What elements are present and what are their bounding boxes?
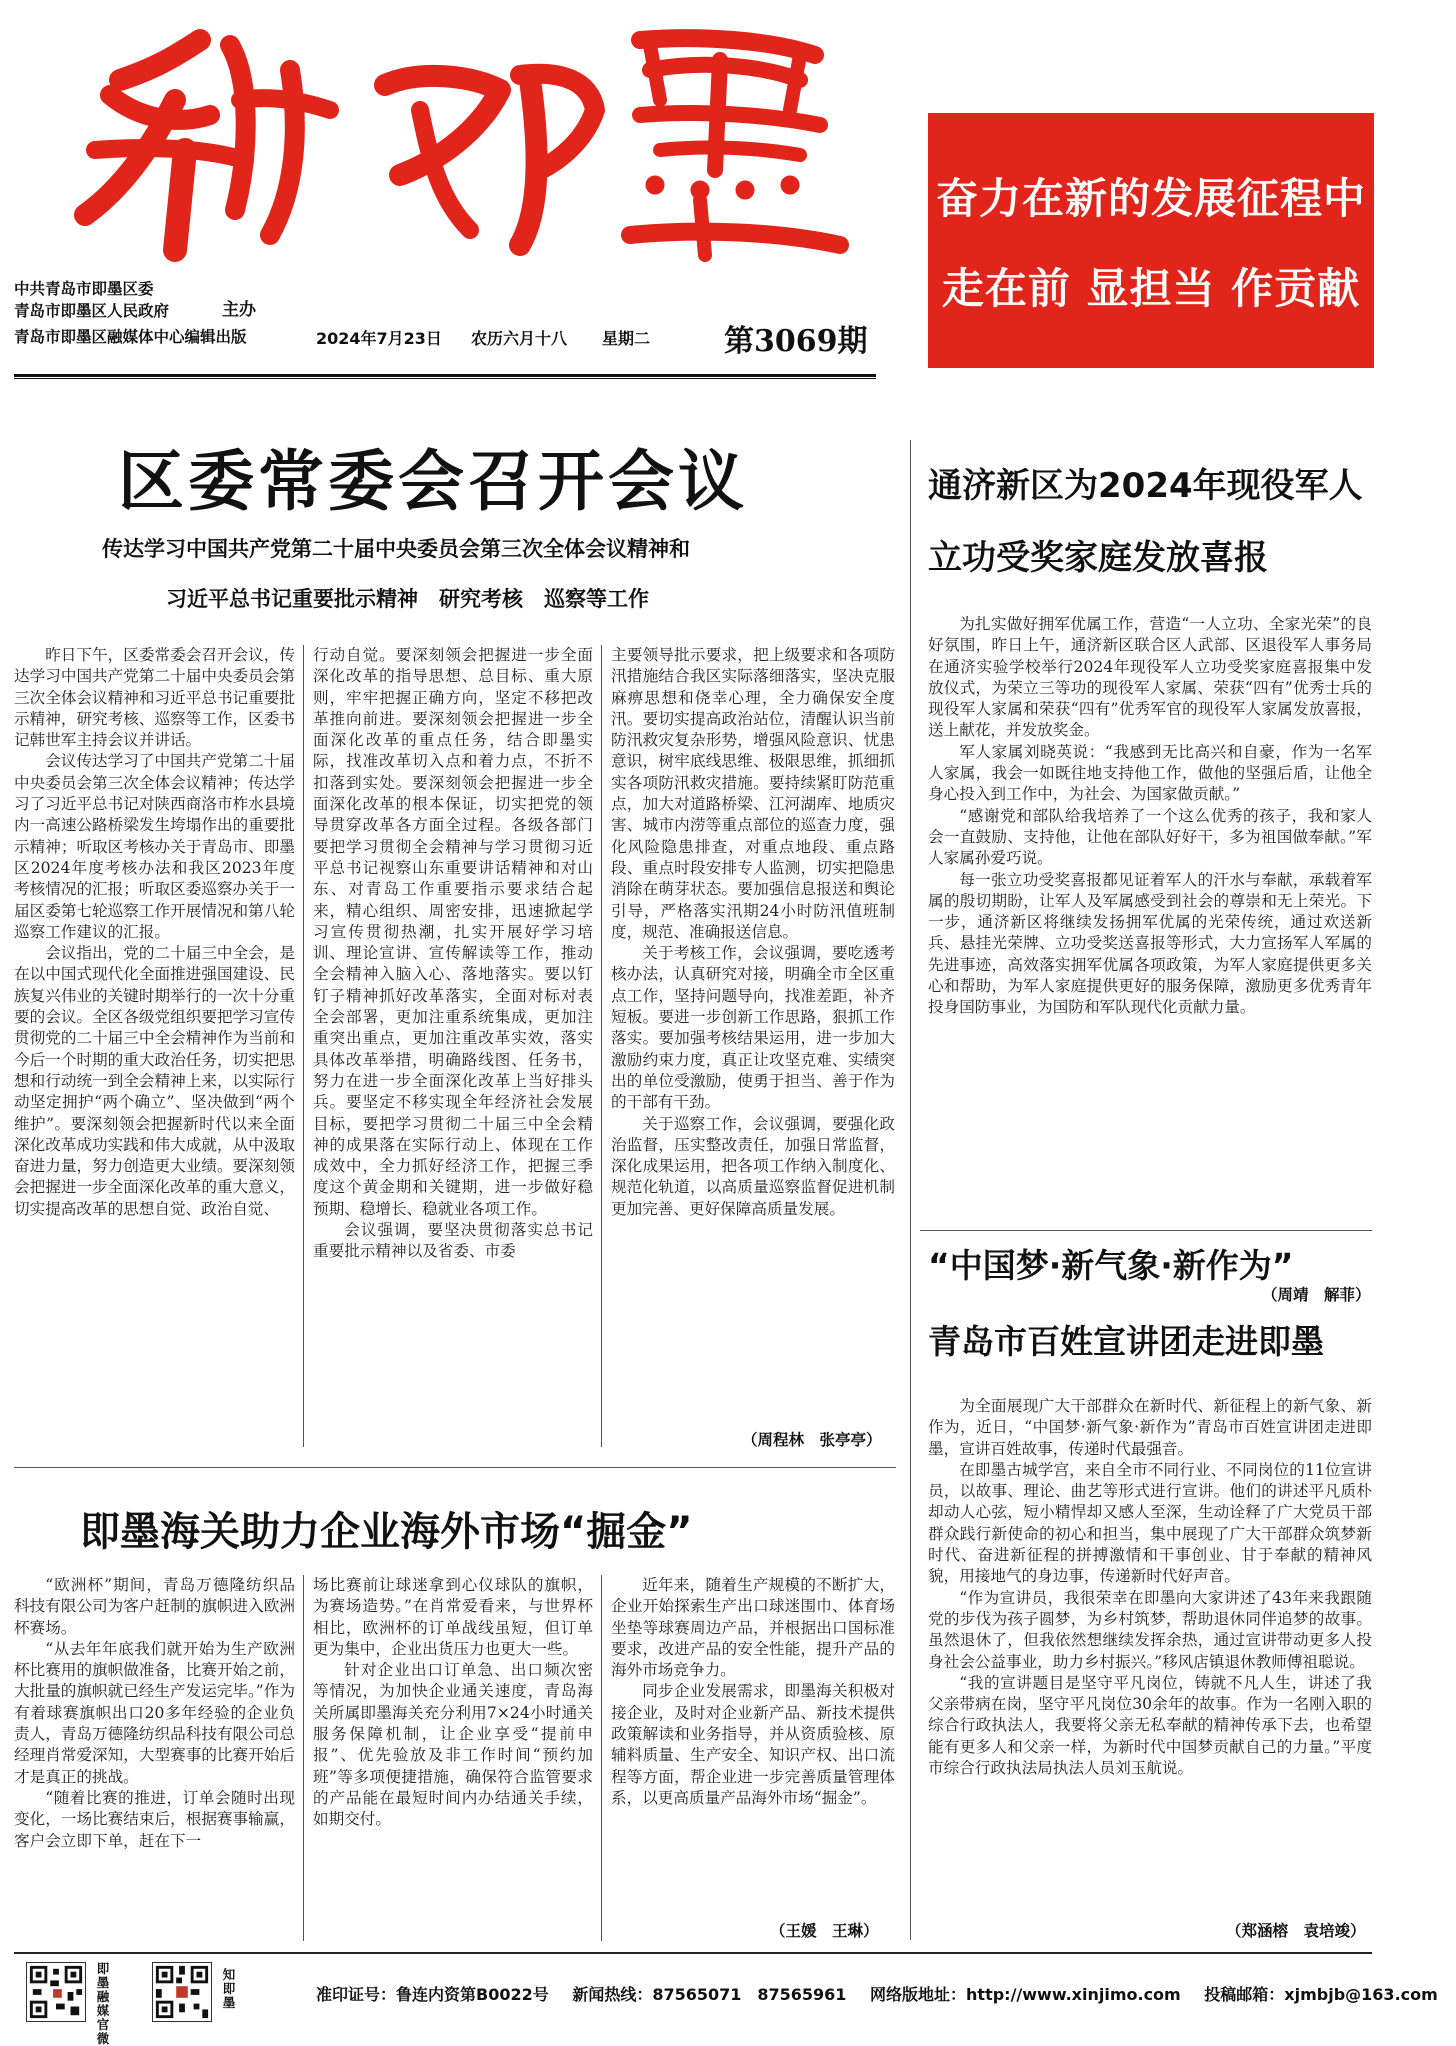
qr-code-icon[interactable]	[26, 1962, 86, 2022]
section-divider	[14, 1467, 896, 1468]
host-label: 主办	[222, 300, 256, 320]
dream-byline: （郑涵榕 袁培竣）	[1226, 1922, 1366, 1940]
submission-email[interactable]: 投稿邮箱：xjmbjb@163.com	[1204, 1985, 1438, 2004]
lead-column-3	[611, 645, 895, 1435]
paragraph: 关于考核工作，会议强调，要吃透考核办法，认真研究对接，明确全市全区重点工作，坚持问题导向，找准差距，补齐短板。要进一步创新工作思路，狠抓工作落实。要加强考核结果运用，进一步加大激励约束力度，真正让攻坚克难、实绩突出的单位受激励，使勇于担当、善于作为的干部有干劲。	[611, 944, 895, 1112]
news-hotline: 新闻热线：87565071 87565961	[572, 1985, 847, 2004]
license-number: 准印证号：鲁连内资第B0022号	[316, 1985, 549, 2004]
weekday: 星期二	[602, 329, 651, 348]
army-headline-1: 通济新区为2024年现役军人	[928, 466, 1363, 506]
paragraph: 关于巡察工作，会议强调，要强化政治监督，压实整改责任，加强日常监督，深化成果运用，把各项工作纳入制度化、规范化轨道，以高质量巡察监督促进机制更加完善、更好保障高质量发展。	[611, 1114, 895, 1218]
qr-label-2: 知即墨	[222, 1967, 236, 2010]
paragraph: 行动自觉。要深刻领会把握进一步全面深化改革的指导思想、总目标、重大原则，牢牢把握正确方向，坚定不移把改革推向前进。要深刻领会把握进一步全面深化改革的重点任务，结合即墨实际，找准改革切入点和着力点，不折不扣落到实处。要深刻领会把握进一步全面深化改革的根本保证，切实把党的领导贯穿改革各方面全过程。各级各部门要把学习贯彻全会精神与学习贯彻习近平总书记视察山东重要讲话精神和对山东、对青岛工作重要指示要求结合起来，精心组织、周密安排，迅速掀起学习宣传贯彻热潮，扎实开展好学习培训、理论宣讲、宣传解读等工作，推动全会精神入脑入心、落地落实。要以钉钉子精神抓好改革落实，全面对标对表全会部署，更加注重系统集成，更加注重突出重点，更加注重改革实效，落实具体改革举措，明确路线图、任务书，努力在进一步全面深化改革上当好排头兵。要坚定不移实现全年经济社会发展目标，要把学习贯彻二十届三中全会精神的成果落在实际行动上、体现在工作成效中，全力抓好经济工作，把握三季度这个黄金期和关键期，进一步做好稳预期、稳增长、稳就业各项工作。	[313, 646, 593, 1218]
paragraph: 军人家属刘晓英说：“我感到无比高兴和自豪，作为一名军人家属，我会一如既往地支持他工作，做他的坚强后盾，让他全身心投入到工作中，为社会、为国家做贡献。”	[928, 742, 1372, 804]
column-divider	[601, 645, 602, 1447]
customs-column-1	[14, 1575, 295, 1941]
column-divider	[303, 645, 304, 1447]
lead-column-2	[313, 645, 593, 1447]
paragraph: 近年来，随着生产规模的不断扩大，企业开始探索生产出口球迷围巾、体育场坐垫等球赛周边产品，并根据出口国标准要求，改进产品的安全性能，提升产品的海外市场竞争力。	[611, 1576, 895, 1680]
footer	[0, 1958, 1438, 2046]
dream-headline-1: “中国梦·新气象·新作为”	[928, 1246, 1294, 1285]
paragraph: “欧洲杯”期间，青岛万德隆纺织品科技有限公司为客户赶制的旗帜进入欧洲杯赛场。	[14, 1576, 295, 1637]
paragraph: 同步企业发展需求，即墨海关积极对接企业，及时对企业新产品、新技术提供政策解读和业务指导，并从资质验核、原辅料质量、生产安全、知识产权、出口流程等方面，帮企业进一步完善质量管理体系，以更高质量产品海外市场“掘金”。	[611, 1682, 895, 1807]
slogan-line-1: 奋力在新的发展征程中	[935, 174, 1366, 223]
issue-line	[316, 320, 876, 359]
paragraph: “我的宣讲题目是坚守平凡岗位，铸就不凡人生，讲述了我父亲带病在岗，坚守平凡岗位30余年的故事。作为一名刚入职的综合行政执法人，我要将父亲无私奉献的精神传承下去，也希望能有更多人和父亲一样，为新时代中国梦贡献自己的力量。”平度市综合行政执法局执法人员刘玉航说。	[928, 1673, 1372, 1778]
paragraph: “从去年年底我们就开始为生产欧洲杯比赛用的旗帜做准备，比赛开始之前，大批量的旗帜就已经生产发运完毕。”作为有着球赛旗帜出口20多年经验的企业负责人，青岛万德隆纺织品科技有限公司总经理肖常爱深知，大型赛事的比赛开始后才是真正的挑战。	[14, 1639, 295, 1786]
slogan-line-2: 走在前 显担当 作贡献	[941, 264, 1361, 313]
paragraph: 昨日下午，区委常委会召开会议，传达学习中国共产党第二十届中央委员会第三次全体会议精神和习近平总书记重要批示精神，研究考核、巡察等工作，区委书记韩世军主持会议并讲话。	[14, 646, 295, 750]
lead-subhead-2: 习近平总书记重要批示精神 研究考核 巡察等工作	[166, 586, 649, 611]
paragraph: 场比赛前让球迷拿到心仪球队的旗帜，为赛场造势。”在肖常爱看来，与世界杯相比，欧洲杯的订单战线虽短，但订单更为集中，企业出货压力也更大一些。	[313, 1576, 593, 1658]
customs-headline: 即墨海关助力企业海外市场“掘金”	[80, 1509, 693, 1555]
dream-headline-2: 青岛市百姓宣讲团走进即墨	[928, 1322, 1324, 1361]
lead-byline: （周程林 张亭亭）	[742, 1431, 882, 1449]
lead-column-1	[14, 645, 295, 1447]
editor-label: 青岛市即墨区融媒体中心编辑出版	[14, 328, 247, 346]
paragraph: 在即墨古城学宫，来自全市不同行业、不同岗位的11位宣讲员，以故事、理论、曲艺等形式进行宣讲。他们的讲述平凡质朴却动人心弦，短小精悍却又感人至深，生动诠释了广大党员干部群众践行新使命的初心和担当，集中展现了广大干部群众筑梦新时代、奋进新征程的拼搏激情和干事创业、甘于奉献的精神风貌，用接地气的身边事，传递新时代好声音。	[928, 1460, 1372, 1586]
sponsor-2: 青岛市即墨区人民政府	[14, 302, 170, 320]
paragraph: 会议指出，党的二十届三中全会，是在以中国式现代化全面推进强国建设、民族复兴伟业的关键时期举行的一次十分重要的会议。全区各级党组织要把学习宣传贯彻党的二十届三中全会精神作为当前和今后一个时期的重大政治任务，切实把思想和行动统一到全会精神上来，以实际行动坚定拥护“两个确立”、坚决做到“两个维护”。要深刻领会把握新时代以来全面深化改革成功实践和伟大成就，从中汲取奋进力量，努力创造更大业绩。要深刻领会把握进一步全面深化改革的重大意义，切实提高改革的思想自觉、政治自觉、	[14, 944, 295, 1218]
paragraph: “感谢党和部队给我培养了一个这么优秀的孩子，我和家人会一直鼓励、支持他，让他在部队好好干，多为祖国做奉献。”军人家属孙爱巧说。	[928, 806, 1372, 868]
footer-rule	[14, 1952, 1372, 1954]
column-divider	[601, 1575, 602, 1941]
lunar-date: 农历六月十八	[471, 329, 568, 348]
issue-date: 2024年7月23日	[316, 329, 442, 348]
customs-column-2	[313, 1575, 593, 1941]
masthead-logo	[0, 0, 900, 290]
paragraph: “随着比赛的推进，订单会随时出现变化，一场比赛结束后，根据赛事输赢，客户会立即下单，赶在下一	[14, 1788, 295, 1850]
website-link[interactable]: 网络版地址：http://www.xinjimo.com	[870, 1985, 1181, 2004]
lead-subhead-1: 传达学习中国共产党第二十届中央委员会第三次全体会议精神和	[102, 536, 690, 561]
paragraph: 为全面展现广大干部群众在新时代、新征程上的新气象、新作为，近日，“中国梦·新气象·新作为”青岛市百姓宣讲团走进即墨，宣讲百姓故事，传递时代最强音。	[928, 1397, 1372, 1458]
paragraph: 为扎实做好拥军优属工作，营造“一人立功、全家光荣”的良好氛围，昨日上午，通济新区联合区人武部、区退役军人事务局在通济实验学校举行2024年现役军人立功受奖家庭喜报集中发放仪式，为荣立三等功的现役军人家属、荣获“四有”优秀士兵的现役军人家属和荣获“四有”优秀军官的现役军人家属发放喜报，送上献花，并发放奖金。	[928, 615, 1372, 740]
army-byline: （周靖 解菲）	[1262, 1286, 1371, 1304]
customs-byline: （王媛 王琳）	[770, 1922, 879, 1940]
sponsor-1: 中共青岛市即墨区委	[14, 280, 154, 298]
customs-column-3	[611, 1575, 895, 1920]
column-divider	[303, 1575, 304, 1941]
section-divider	[920, 1230, 1372, 1231]
army-body	[928, 614, 1372, 1274]
sponsor-block	[14, 278, 314, 348]
paragraph: 针对企业出口订单急、出口频次密等情况，为加快企业通关速度，青岛海关所属即墨海关充分利用7×24小时通关服务保障机制，让企业享受“提前申报”、优先验放及非工作时间“预约加班”等多项便捷措施，确保符合监管要求的产品能在最短时间内办结通关手续，如期交付。	[313, 1661, 593, 1829]
slogan-banner	[928, 113, 1374, 368]
footer-info	[316, 1982, 1456, 2005]
right-column-divider	[910, 440, 911, 1940]
paragraph: 每一张立功受奖喜报都见证着军人的汗水与奉献，承载着军属的殷切期盼，让军人及军属感受到社会的尊崇和无上荣光。下一步，通济新区将继续发扬拥军优属的光荣传统，通过欢送新兵、悬挂光荣牌、立功受奖送喜报等形式，大力宣扬军人军属的先进事迹，高效落实拥军优属各项政策，为军人家庭提供更多关心和帮助，为军人家庭提供更好的服务保障，激励更多优秀青年投身国防事业，为国防和军队现代化贡献力量。	[928, 870, 1372, 1017]
army-headline-2: 立功受奖家庭发放喜报	[928, 538, 1268, 578]
paragraph: 会议强调，要坚决贯彻落实总书记重要批示精神以及省委、市委	[313, 1221, 593, 1261]
qr-code-icon[interactable]	[152, 1962, 212, 2022]
qr-label-1: 即墨融媒官微	[96, 1961, 110, 2046]
dream-body	[928, 1396, 1372, 1911]
paragraph: 主要领导批示要求，把上级要求和各项防汛措施结合我区实际落细落实，坚决克服麻痹思想和侥幸心理，全力确保安全度汛。要切实提高政治站位，清醒认识当前防汛救灾复杂形势，增强风险意识、忧患意识，树牢底线思维、极限思维，抓细抓实各项防汛救灾措施。要持续紧盯防范重点，加大对道路桥梁、江河湖库、地质灾害、城市内涝等重点部位的巡查力度，强化风险隐患排查，对重点地段、重点路段、重点时段安排专人监测，切实把隐患消除在萌芽状态。要加强信息报送和舆论引导，严格落实汛期24小时防汛值班制度，规范、准确报送信息。	[611, 646, 895, 941]
lead-headline: 区委常委会召开会议	[118, 443, 748, 520]
masthead-rule	[14, 374, 876, 379]
issue-number: 第3069期	[724, 324, 868, 359]
paragraph: 会议传达学习了中国共产党第二十届中央委员会第三次全体会议精神；传达学习了习近平总书记对陕西商洛市柞水县境内一高速公路桥梁发生垮塌作出的重要批示精神；听取区考核办关于青岛市、即墨区2024年度考核办法和我区2023年度考核情况的汇报；听取区委巡察办关于一届区委第七轮巡察工作开展情况和第八轮巡察工作建议的汇报。	[14, 752, 295, 941]
paragraph: “作为宣讲员，我很荣幸在即墨向大家讲述了43年来我跟随党的步伐为孩子圆梦，为乡村筑梦，帮助退休同伴追梦的故事。虽然退休了，但我依然想继续发挥余热，通过宣讲带动更多人投身社会公益事业，助力乡村振兴。”移风店镇退休教师傅祖聪说。	[928, 1588, 1372, 1671]
